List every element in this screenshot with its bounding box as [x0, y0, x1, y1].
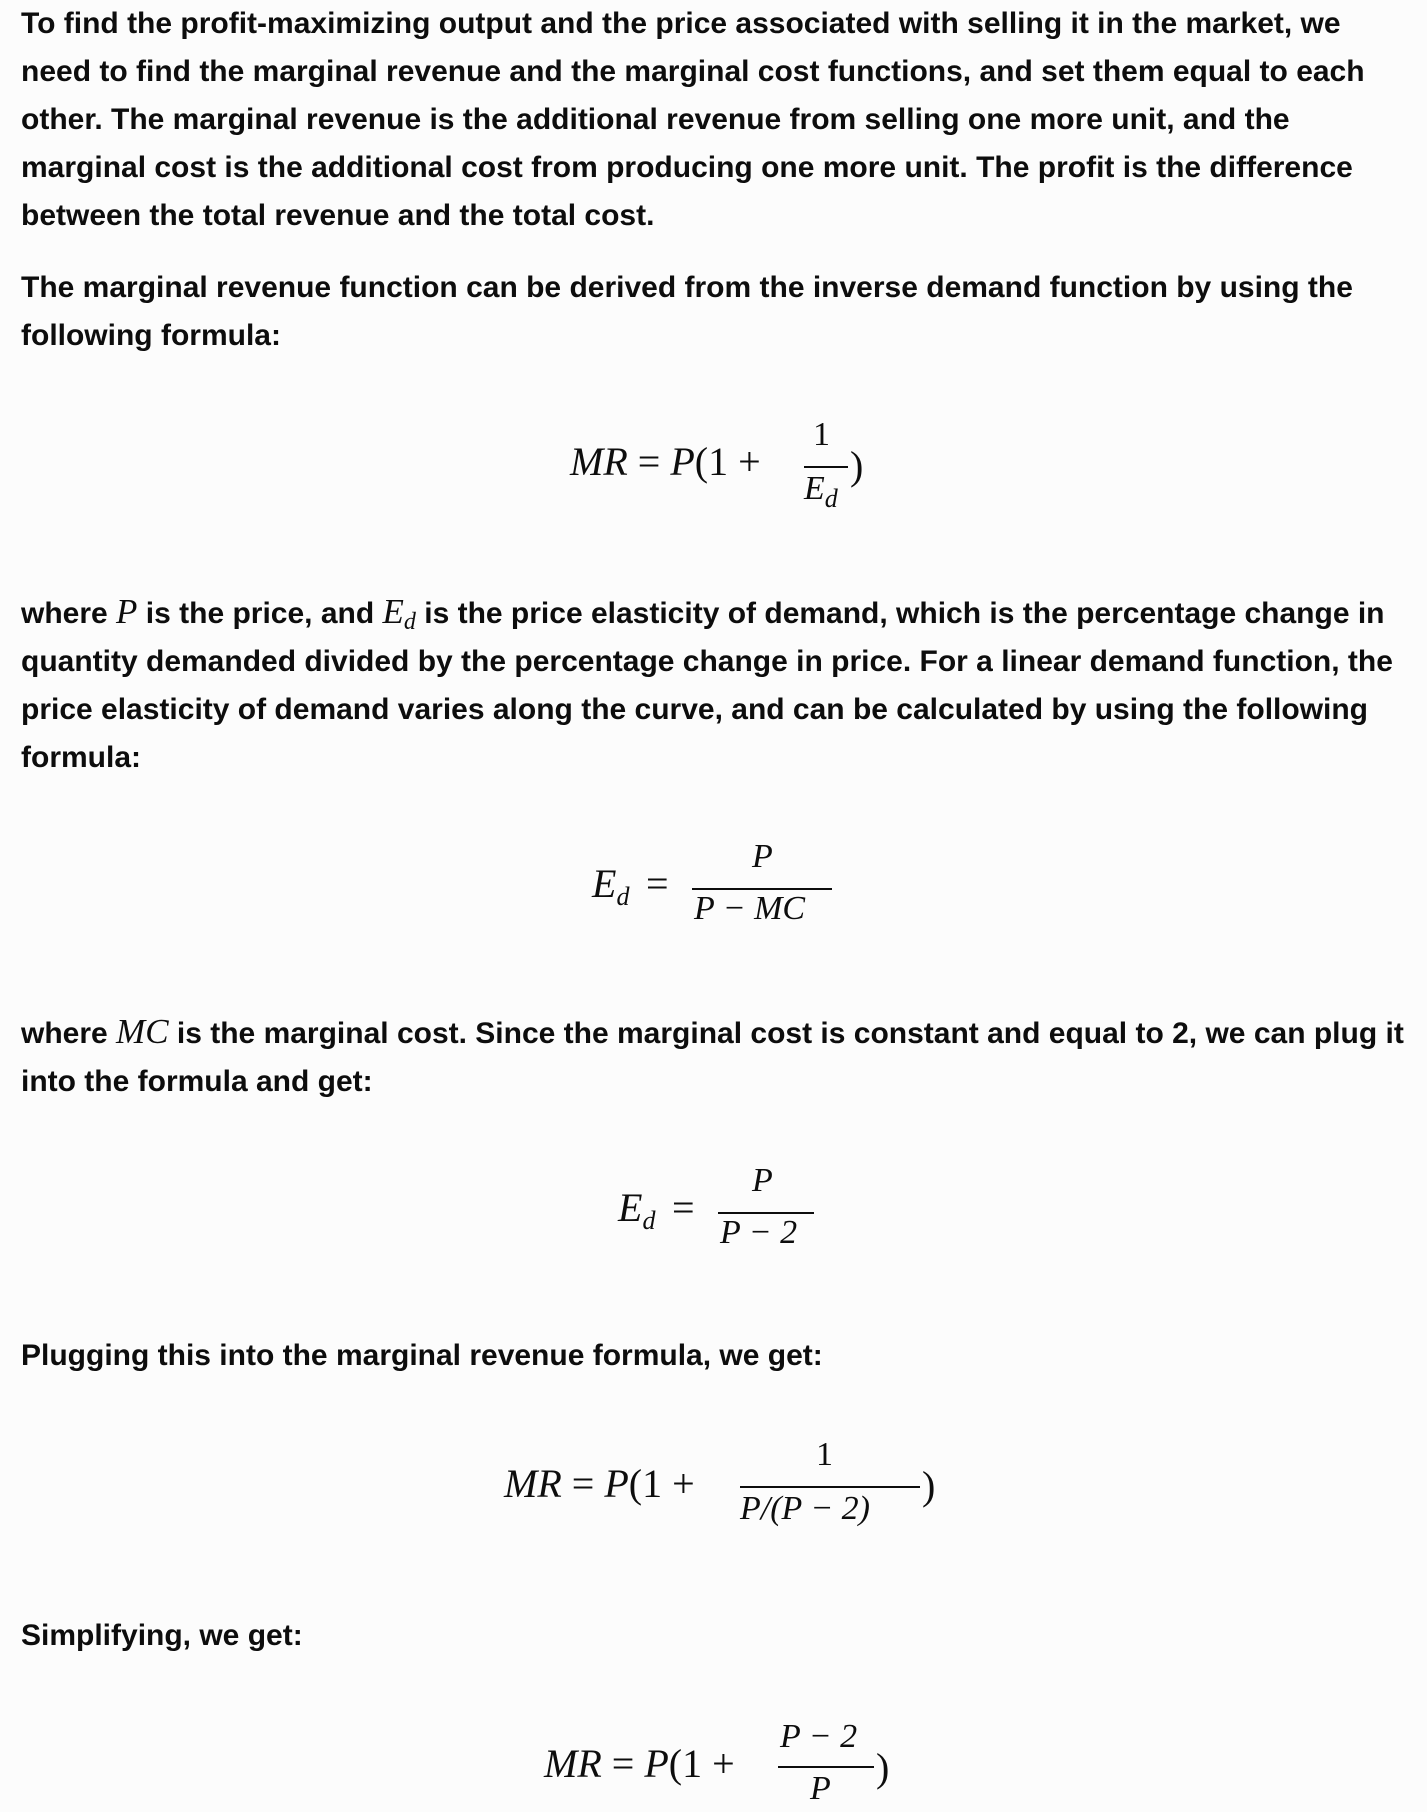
marginal-cost-paragraph: where MC is the marginal cost. Since the marginal cost is constant and equal to 2, we can plug it into the formula and get:	[21, 1012, 1404, 1098]
plugging-paragraph: Plugging this into the marginal revenue formula, we get:	[21, 1339, 823, 1372]
eq4-denominator: P/(P − 2)	[740, 1490, 870, 1527]
equation-elasticity-mc	[592, 834, 852, 934]
eq2-equals: =	[646, 861, 669, 906]
eq1-fraction-bar	[804, 466, 848, 468]
eq5-denominator: P	[810, 1770, 831, 1807]
mr-formula-intro: The marginal revenue function can be derived from the inverse demand function by using the following formula:	[21, 271, 1353, 352]
var-ed: $E_d$	[382, 592, 416, 635]
eq5-numerator: P − 2	[780, 1718, 858, 1755]
eq2-denominator: P − MC	[694, 890, 806, 927]
eq4-p: P	[604, 1461, 629, 1506]
eq4-equals: =	[561, 1461, 605, 1506]
eq4-close: )	[922, 1463, 936, 1508]
eq5-open: (1 +	[668, 1741, 735, 1786]
equation-mr-elasticity	[570, 412, 870, 512]
var-mc: MC	[116, 1012, 169, 1051]
elasticity-paragraph: where P is the price, and $E_d$ is the price elasticity of demand, which is the percentage change in quantity demanded divided by the percentage change in price. For a linear demand function, the price elasticity of demand varies along the curve, and can be calculated by using the following formula:	[21, 592, 1393, 774]
intro-paragraph: To find the profit-maximizing output and the price associated with selling it in the market, we need to find the marginal revenue and the marginal cost functions, and set them equal to each other. The marginal revenue is the additional revenue from selling one more unit, and the marginal cost is the additional cost from producing one more unit. The profit is the difference between the total revenue and the total cost.	[21, 7, 1365, 232]
equation-mr-substituted	[504, 1438, 944, 1538]
eq5-lhs: MR	[544, 1741, 602, 1786]
simplifying-paragraph: Simplifying, we get:	[21, 1619, 303, 1652]
eq5-close: )	[876, 1745, 890, 1790]
eq1-close: )	[850, 443, 864, 488]
eq1-equals: =	[627, 439, 671, 484]
equation-elasticity-2	[618, 1158, 838, 1258]
eq1-denominator: $E_d$	[804, 470, 838, 513]
eq3-denominator: P − 2	[720, 1214, 798, 1251]
eq3-numerator: P	[752, 1162, 773, 1199]
eq1-open: (1 +	[694, 439, 761, 484]
eq2-numerator: P	[752, 838, 773, 875]
eq3-equals: =	[672, 1185, 695, 1230]
eq5-p: P	[644, 1741, 669, 1786]
eq4-fraction-bar	[740, 1486, 920, 1488]
eq5-equals: =	[601, 1741, 645, 1786]
var-p: P	[116, 592, 138, 631]
eq2-lhs: $E_d$	[592, 861, 630, 911]
eq4-lhs: MR	[504, 1461, 562, 1506]
eq4-numerator: 1	[816, 1436, 833, 1473]
eq4-open: (1 +	[628, 1461, 695, 1506]
eq1-p: P	[670, 439, 695, 484]
eq1-lhs: MR	[570, 439, 628, 484]
eq3-lhs: $E_d$	[618, 1185, 656, 1235]
eq5-fraction-bar	[778, 1766, 874, 1768]
eq1-numerator: 1	[813, 416, 830, 453]
equation-mr-simplified	[544, 1714, 904, 1812]
